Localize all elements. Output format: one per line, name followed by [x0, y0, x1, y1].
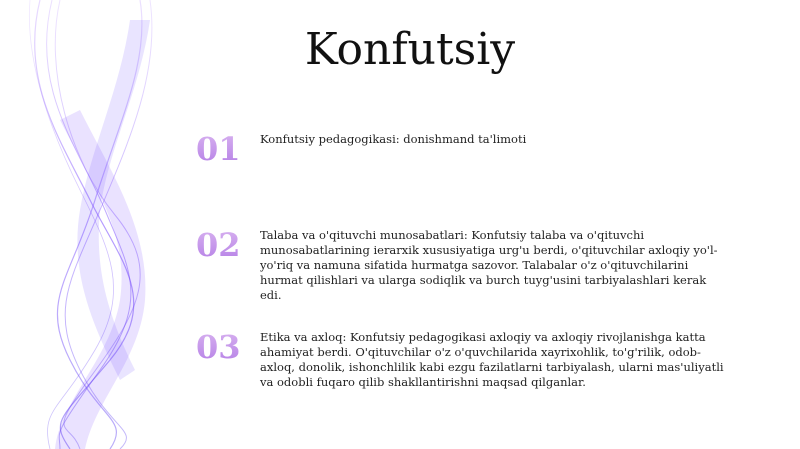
item-number: 02	[196, 226, 246, 264]
item-text: Konfutsiy pedagogikasi: donishmand ta'limoti	[260, 132, 527, 146]
slide-title: Konfutsiy	[304, 24, 516, 75]
item-text: Talaba va o'qituvchi munosabatlari: Konfutsiy talaba va o'qituvchi munosabatlarining ierarxik xususiyatiga urg'u berdi, o'qituvchilar axloqiy yo'l-yo'riq va namuna sifatida hurmatga sazovor. Talabalar o'z o'qituvchilarini hurmat qilishlari va ularga sodiqlik va burch tuyg'usini tarbiyalashlari kerak edi.	[260, 228, 718, 302]
item-number: 03	[196, 328, 246, 366]
item-number: 01	[196, 130, 246, 168]
decorative-smoke-ribbon	[0, 0, 200, 449]
item-text: Etika va axloq: Konfutsiy pedagogikasi axloqiy va axloqiy rivojlanishga katta ahamiyat berdi. O'qituvchilar o'z o'quvchilarida xayrixohlik, to'g'rilik, odob-axloq, donolik, ishonchlilik kabi ezgu fazilatlarni tarbiyalash, ularni mas'uliyatli va odobli fuqaro qilib shakllantirishni maqsad qilganlar.	[260, 330, 724, 389]
